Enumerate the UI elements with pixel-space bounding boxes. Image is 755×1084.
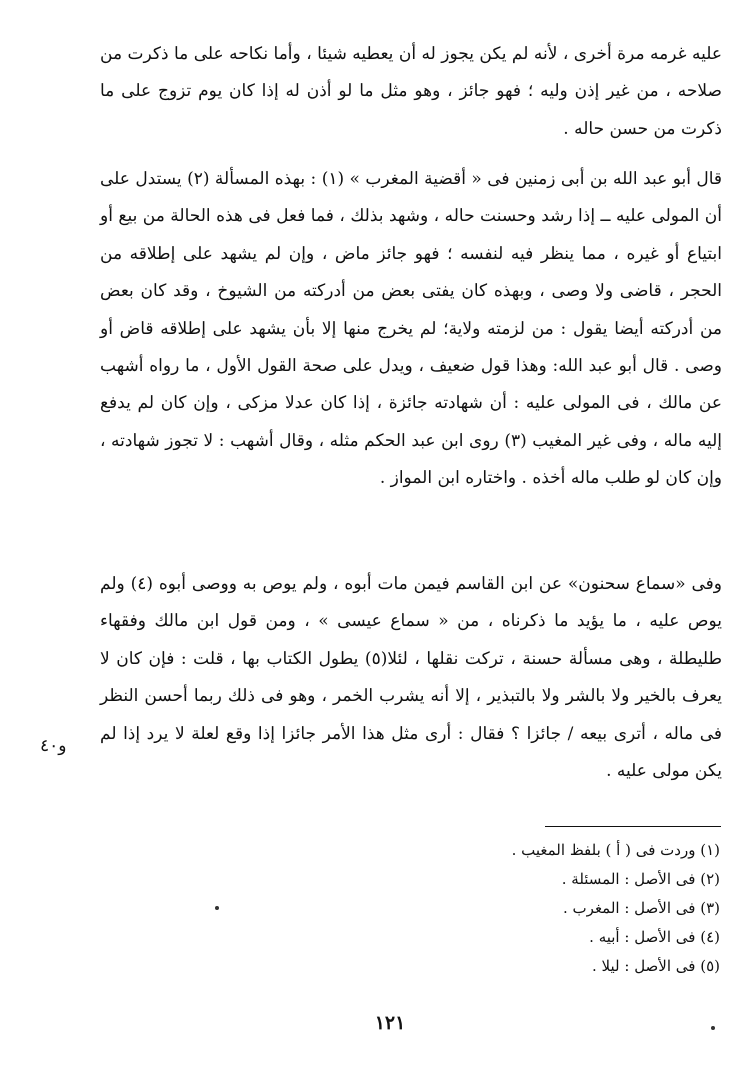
- main-text-paragraph-2: [100, 161, 722, 498]
- footnote-item: (١) وردت فى ( أ ) بلفظ المغيب .: [511, 841, 720, 859]
- scan-speck: [711, 1026, 715, 1030]
- main-text-paragraph-3: [100, 566, 722, 790]
- footnote-item: (٥) فى الأصل : ليلا .: [592, 957, 720, 975]
- footnote-item: (٣) فى الأصل : المغرب .: [563, 899, 720, 917]
- footnotes-list: [420, 836, 720, 981]
- footnote-separator-line: [545, 826, 721, 827]
- scan-speck: [215, 906, 219, 910]
- footnote-item: (٢) فى الأصل : المسئلة .: [561, 870, 720, 888]
- footnote-item: (٤) فى الأصل : أبيه .: [589, 928, 720, 946]
- page-number: ١٢١: [374, 1012, 406, 1034]
- paragraph-text: عليه غرمه مرة أخرى ، لأنه لم يكن يجوز له أن يعطيه شيئا ، وأما نكاحه على ما ذكرت من صلاحه ، من غير إذن وليه ؛ فهو جائز ، وهو مثل ما لو أذن له إذا كان يوم تزوج على ما ذكرت من حسن حاله .: [100, 44, 722, 139]
- paragraph-text: قال أبو عبد الله بن أبى زمنين فى « أقضية المغرب » (١) : بهذه المسألة (٢) يستدل على أن المولى عليه ــ إذا رشد وحسنت حاله ، وشهد بذلك ، فما فعل فى هذه الحالة من بيع أو ابتياع أو غيره ، مما ينظر فيه لنفسه ؛ فهو جائز ماض ، وإن لم يشهد على إطلاقه من الحجر ، قاضى ولا وصى ، وبهذه كان يفتى بعض من أدركته من الشيوخ ، وقد كان بعض من أدركته أيضا يقول : من لزمته ولاية؛ لم يخرج منها إلا بأن يشهد على إطلاقه قاض أو وصى . قال أبو عبد الله: وهذا قول ضعيف ، ويدل على صحة القول الأول ، ما رواه أشهب عن مالك ، فى المولى عليه : أن شهادته جائزة ، إذا كان عدلا مزكى ، وإن كان لم يدفع إليه ماله ، وفى غير المغيب (٣) روى ابن عبد الحكم مثله ، وقال أشهب : لا تجوز شهادته ، وإن كان لو طلب ماله أخذه . واختاره ابن المواز .: [100, 169, 723, 489]
- paragraph-text: وفى «سماع سحنون» عن ابن القاسم فيمن مات أبوه ، ولم يوص به ووصى أبوه (٤) ولم يوص عليه ، ما يؤيد ما ذكرناه ، من « سماع عيسى » ، ومن قول ابن مالك وفقهاء طليطلة ، وهى مسألة حسنة ، تركت نقلها ، لئلا(٥) يطول الكتاب بها ، قلت : فإن كان لا يعرف بالخير ولا بالشر ولا بالتبذير ، إلا أنه يشرب الخمر ، وهو فى ذلك ربما أحسن النظر فى ماله ، أترى بيعه / جائزا ؟ فقال : أرى مثل هذا الأمر جائزا إذا وقع لعلة لا يرد إذا لم يكن مولى عليه .: [100, 574, 722, 782]
- manuscript-folio-marker: و٤٠: [40, 736, 67, 756]
- main-text-paragraph-1: [100, 36, 722, 148]
